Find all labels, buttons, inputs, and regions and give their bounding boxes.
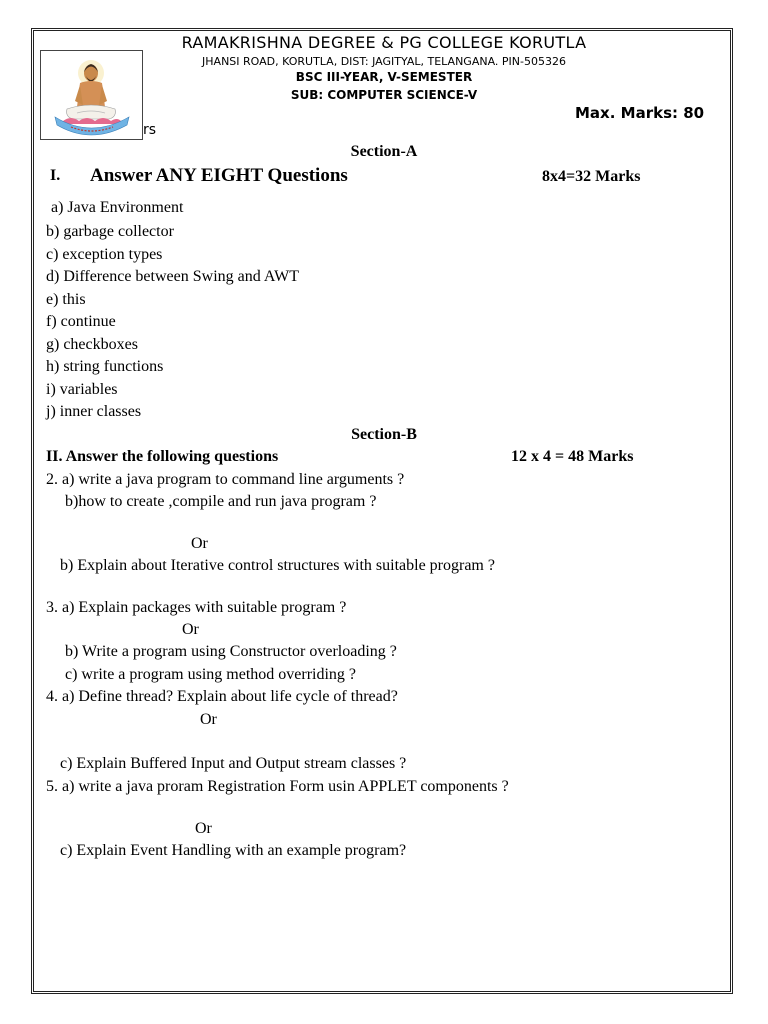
section-b-heading: Section-B	[351, 426, 417, 443]
question-line: 2. a) write a java program to command line arguments ?	[46, 471, 405, 488]
list-item: b) garbage collector	[46, 223, 174, 240]
section-a-number: I.	[50, 167, 61, 184]
college-address: JHANSI ROAD, KORUTLA, DIST: JAGITYAL, TELANGANA. PIN-505326	[202, 55, 566, 68]
or-separator: Or	[182, 621, 199, 638]
list-item: d) Difference between Swing and AWT	[46, 268, 299, 285]
section-b-marks: 12 x 4 = 48 Marks	[511, 448, 634, 465]
list-item: i) variables	[46, 381, 118, 398]
list-item: j) inner classes	[46, 403, 142, 420]
course-year: BSC III-YEAR, V-SEMESTER	[295, 70, 473, 84]
question-line: 5. a) write a java proram Registration Form usin APPLET components ?	[46, 778, 509, 795]
question-line: c) Explain Buffered Input and Output stream classes ?	[60, 755, 407, 772]
question-line: b) Explain about Iterative control structures with suitable program ?	[60, 557, 495, 574]
list-item: c) exception types	[46, 246, 163, 263]
list-item: a) Java Environment	[51, 199, 184, 216]
list-item: f) continue	[46, 313, 116, 330]
section-a-instruction: Answer ANY EIGHT Questions	[90, 165, 348, 186]
or-separator: Or	[191, 535, 208, 552]
college-name: RAMAKRISHNA DEGREE & PG COLLEGE KORUTLA	[181, 33, 587, 52]
or-separator: Or	[200, 711, 217, 728]
subject-line: SUB: COMPUTER SCIENCE-V	[290, 88, 478, 102]
section-a-marks: 8x4=32 Marks	[542, 168, 641, 185]
section-a-heading: Section-A	[350, 143, 418, 160]
question-line: b)how to create ,compile and run java program ?	[65, 493, 377, 510]
or-separator: Or	[195, 820, 212, 837]
question-line: b) Write a program using Constructor overloading ?	[65, 643, 397, 660]
college-logo	[40, 50, 143, 140]
max-marks: Max. Marks: 80	[575, 104, 705, 122]
time-fragment: rs	[143, 122, 157, 138]
list-item: g) checkboxes	[46, 336, 138, 353]
question-line: 3. a) Explain packages with suitable program ?	[46, 599, 347, 616]
question-line: c) Explain Event Handling with an example program?	[60, 842, 407, 859]
list-item: h) string functions	[46, 358, 164, 375]
question-line: c) write a program using method overriding ?	[65, 666, 357, 683]
section-b-instruction: II. Answer the following questions	[46, 448, 279, 465]
question-line: 4. a) Define thread? Explain about life cycle of thread?	[46, 688, 398, 705]
list-item: e) this	[46, 291, 86, 308]
seated-saint-logo-icon	[41, 51, 142, 139]
